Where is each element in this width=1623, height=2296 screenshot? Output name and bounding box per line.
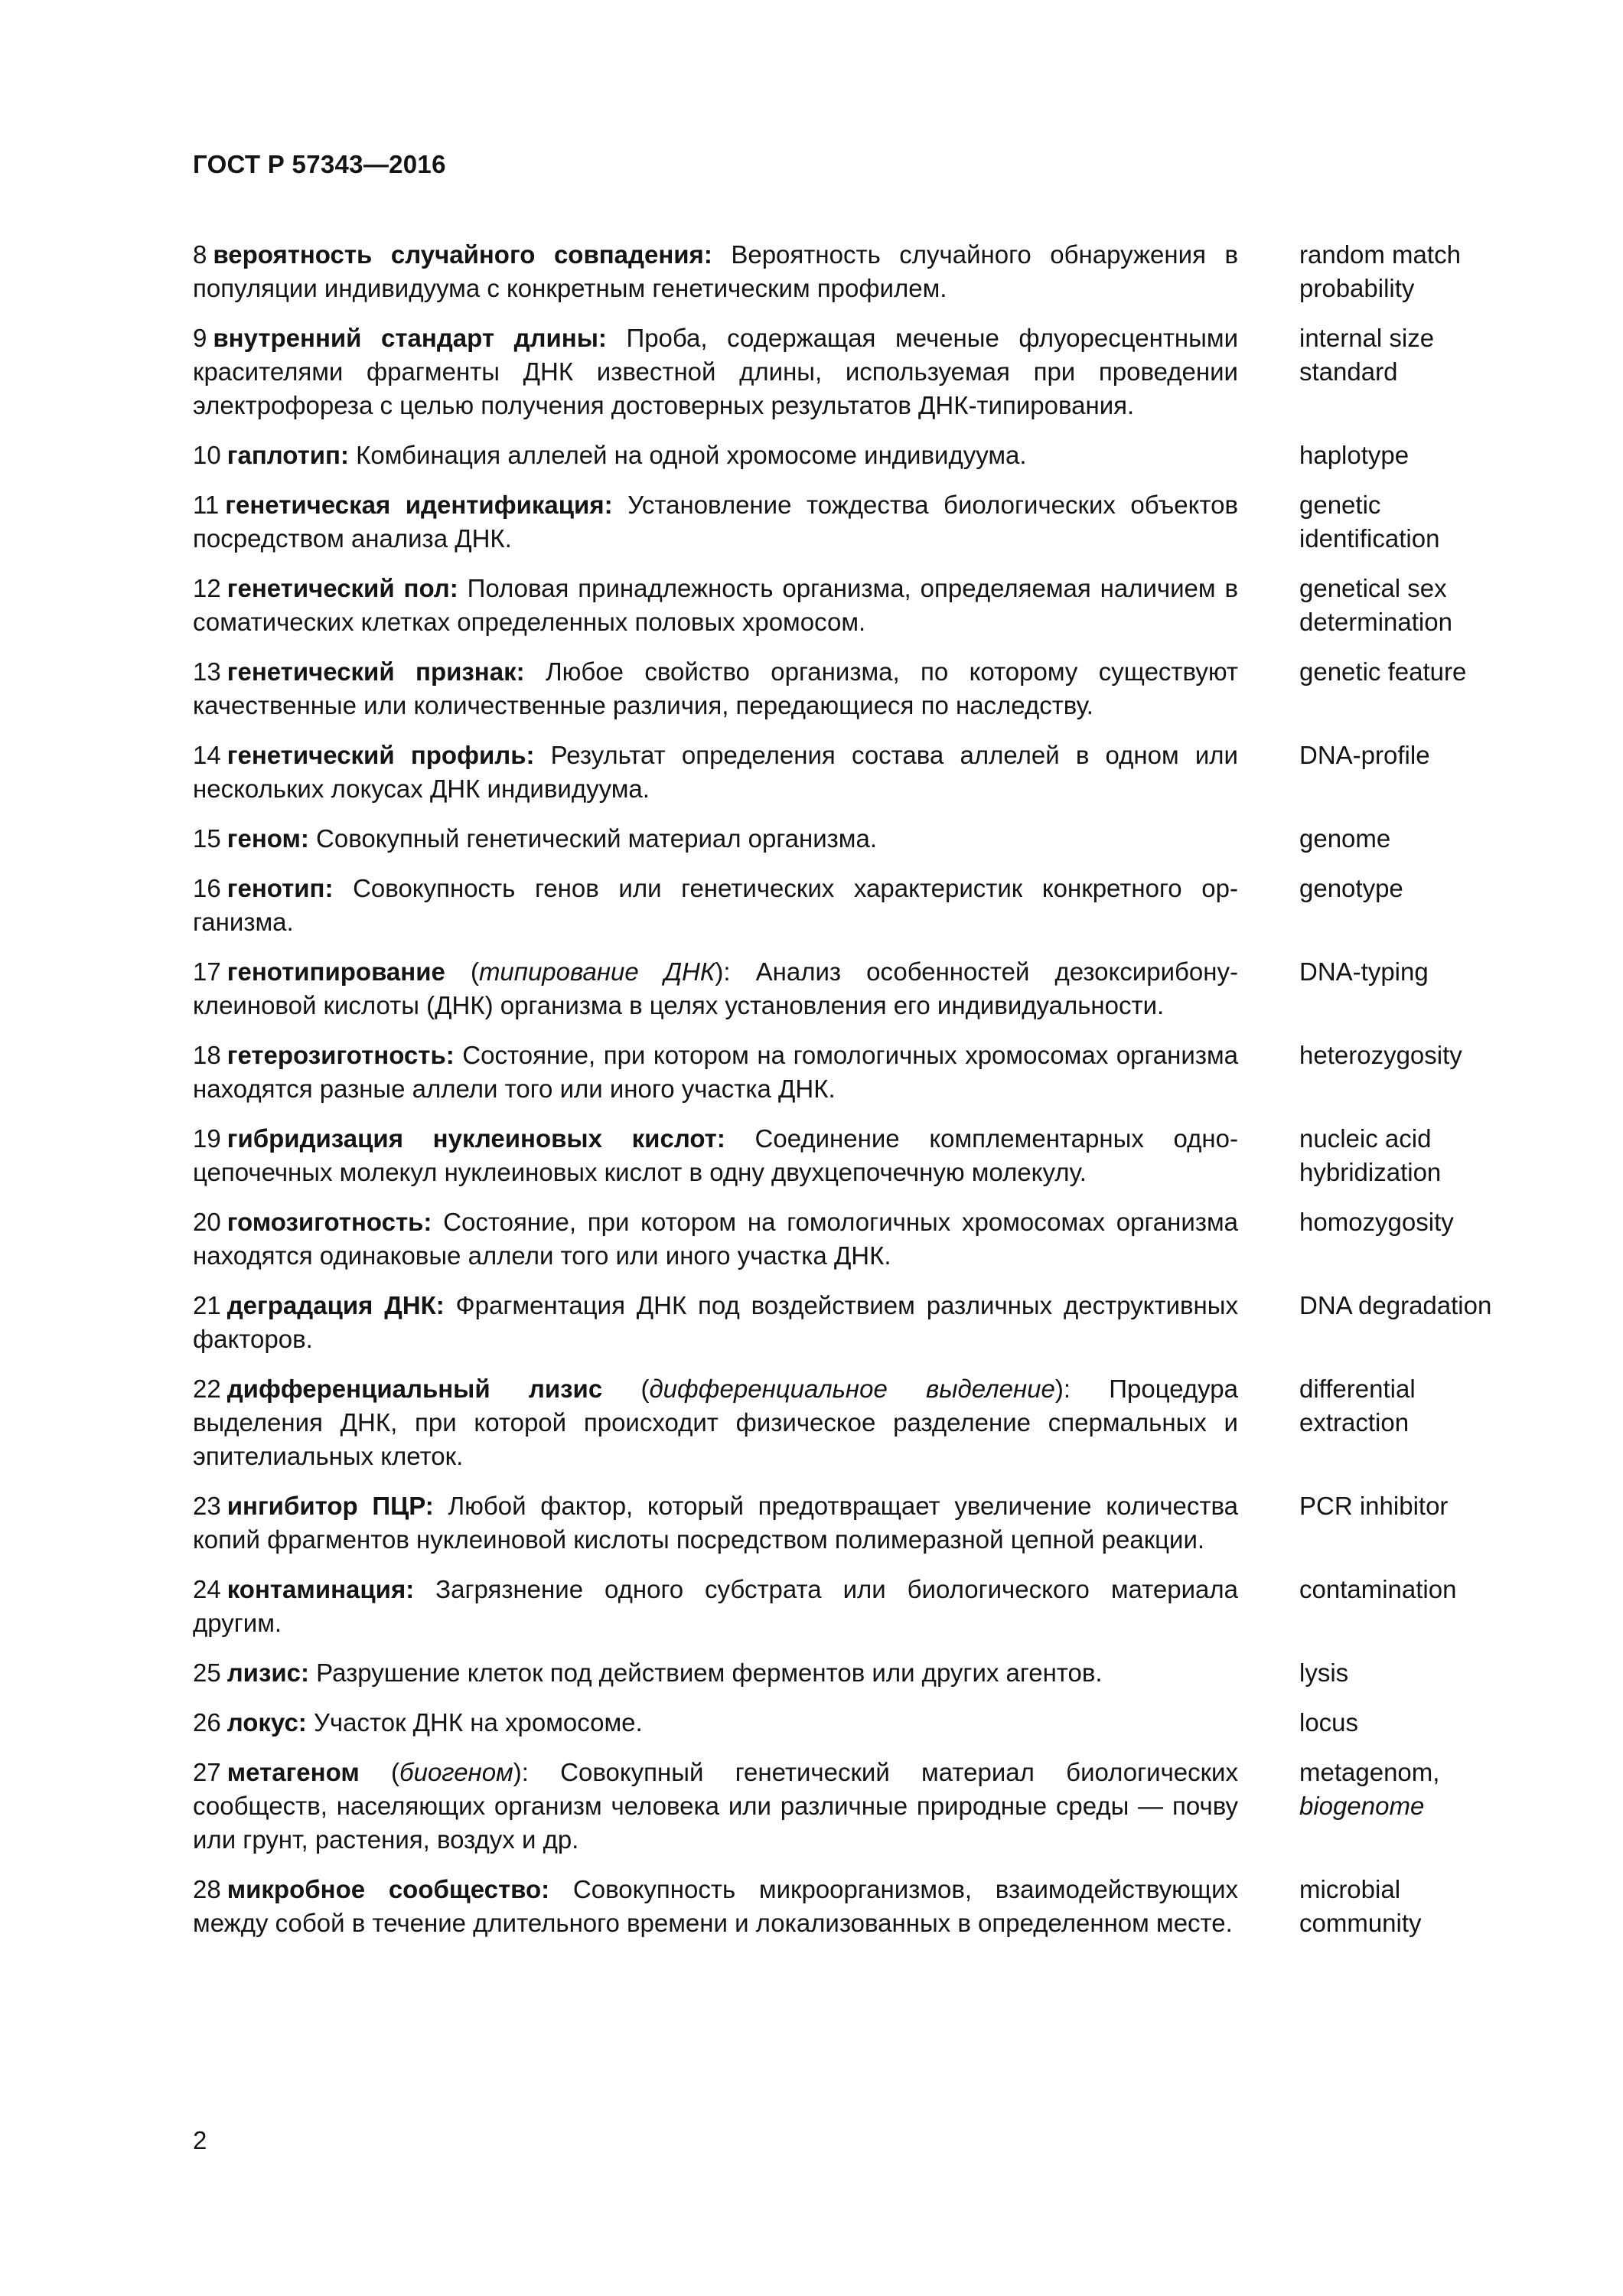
term-english-text: random match probability xyxy=(1299,240,1461,302)
term-entry xyxy=(193,439,1532,472)
term-number: 28 xyxy=(193,1875,221,1903)
term-english-text: metagenom, xyxy=(1299,1758,1440,1786)
term-definition: Разрушение клеток под действием ферментов или других агентов. xyxy=(309,1658,1103,1687)
term-entry xyxy=(193,1873,1532,1940)
term-english-text: locus xyxy=(1299,1708,1359,1737)
term-english-equivalent xyxy=(1299,1372,1529,1440)
term-entry xyxy=(193,238,1532,305)
term-definition-text xyxy=(193,439,1238,472)
term-english-text: heterozygosity xyxy=(1299,1041,1462,1069)
term-english-equivalent xyxy=(1299,1706,1529,1740)
term-definition-text: 22 дифференциальный лизис (дифференциальное выделение): Процедура выделения ДНК, при которой происходит физическое разделение спермальных и эпителиальных клеток. xyxy=(193,1375,1238,1470)
term-english-text: DNA-profile xyxy=(1299,741,1430,769)
term-english-text: lysis xyxy=(1299,1658,1349,1687)
term-definition: : Процедура выделения ДНК, при которой происходит физическое разделение спермальных и эпителиальных клеток. xyxy=(193,1375,1238,1470)
term-english-text: PCR inhibitor xyxy=(1299,1492,1449,1520)
term-entry xyxy=(193,1372,1532,1473)
term-definition-text xyxy=(193,1656,1238,1690)
term-number: 21 xyxy=(193,1291,221,1319)
term-word: ингибитор ПЦР: xyxy=(227,1492,434,1520)
term-english-text: genetical sex determination xyxy=(1299,574,1452,636)
term-entry xyxy=(193,872,1532,939)
term-english-equivalent xyxy=(1299,1756,1529,1823)
term-definition: : Совокупный генетический материал биологических сообществ, населяющих организм человека или различные природные среды — почву или грунт, растения, воздух и др. xyxy=(193,1758,1238,1854)
term-number: 15 xyxy=(193,824,221,853)
term-definition: Участок ДНК на хромосоме. xyxy=(306,1708,643,1737)
term-definition-text xyxy=(193,739,1238,806)
term-definition-text xyxy=(193,1573,1238,1640)
term-definition-text xyxy=(193,1289,1238,1356)
term-word: лизис: xyxy=(227,1658,310,1687)
term-definition-text: 27 метагеном (биогеном): Совокупный генетический материал биологических сообществ, населяющих организм человека или различные природные среды — почву или грунт, растения, воздух и др. xyxy=(193,1758,1238,1854)
term-definition: Проба, содержащая меченые флуоресцентными красителями фрагменты ДНК известной длины, используемая при проведении электрофореза с целью получения достоверных результатов ДНК-типирования. xyxy=(193,324,1238,419)
term-definition-text: 17 генотипирование (типирование ДНК): Анализ особенностей дезоксирибонуклеиновой кислоты (ДНК) организма в целях установления его индивидуальности. xyxy=(193,957,1239,1019)
term-english-equivalent xyxy=(1299,439,1529,472)
term-english-equivalent xyxy=(1299,321,1529,389)
term-english-equivalent xyxy=(1299,872,1529,905)
term-number: 14 xyxy=(193,741,221,769)
term-definition: Совокупный генетический материал организма. xyxy=(308,824,878,853)
term-english-equivalent xyxy=(1299,655,1529,689)
term-definition: Соединение комплементарных одноцепочечных молекул нуклеиновых кислот в одну двухцепочечную молекулу. xyxy=(193,1124,1238,1186)
term-number: 17 xyxy=(193,957,221,986)
term-number: 24 xyxy=(193,1575,221,1603)
document-header: ГОСТ Р 57343—2016 xyxy=(193,150,446,178)
term-english-equivalent xyxy=(1299,238,1529,305)
term-number: 13 xyxy=(193,657,221,686)
term-english-equivalent xyxy=(1299,572,1529,639)
term-definition: Любое свойство организма, по которому существуют качественные или количественные различия, передающиеся по наследству. xyxy=(193,657,1238,719)
terms-list xyxy=(193,238,1532,1956)
term-english-equivalent xyxy=(1299,1489,1529,1523)
term-word: гетерозиготность: xyxy=(227,1041,455,1069)
term-number: 8 xyxy=(193,240,207,269)
term-english-text: homozygosity xyxy=(1299,1208,1454,1236)
term-synonym: биогеном xyxy=(399,1758,513,1786)
term-entry xyxy=(193,572,1532,639)
term-word: метагеном xyxy=(227,1758,360,1786)
term-english-text: DNA degradation xyxy=(1299,1291,1492,1319)
term-english-equivalent xyxy=(1299,1039,1529,1072)
term-english-text: DNA-typing xyxy=(1299,957,1429,986)
term-definition-text xyxy=(193,1489,1238,1557)
term-english-equivalent xyxy=(1299,1656,1529,1690)
term-english-text: genotype xyxy=(1299,874,1403,902)
term-number: 18 xyxy=(193,1041,221,1069)
term-synonym: дифференциальное выделение xyxy=(649,1375,1055,1403)
term-entry xyxy=(193,655,1532,722)
term-english-synonym: biogenome xyxy=(1299,1792,1425,1820)
term-entry xyxy=(193,1205,1532,1273)
term-english-equivalent xyxy=(1299,488,1529,556)
term-word: внутренний стандарт длины: xyxy=(213,324,607,352)
term-definition: Загрязнение одного субстрата или биологического материала другим. xyxy=(193,1575,1238,1637)
term-definition-text xyxy=(193,1706,1238,1740)
term-word: генотип: xyxy=(227,874,334,902)
term-definition-text xyxy=(193,655,1238,722)
term-number: 22 xyxy=(193,1375,221,1403)
term-synonym: типирование ДНК xyxy=(478,957,715,986)
term-number: 10 xyxy=(193,441,221,469)
term-entry xyxy=(193,955,1532,1022)
term-definition: : Анализ особенностей дезоксирибонуклеиновой кислоты (ДНК) организма в целях установления его индивидуальности. xyxy=(193,957,1239,1019)
term-english-equivalent xyxy=(1299,1122,1529,1189)
term-word: генетическая идентификация: xyxy=(225,491,613,519)
term-word: генетический признак: xyxy=(227,657,525,686)
term-entry xyxy=(193,1039,1532,1106)
term-english-equivalent xyxy=(1299,739,1529,772)
term-english-text: genome xyxy=(1299,824,1391,853)
term-entry xyxy=(193,1756,1532,1857)
term-word: вероятность случайного совпадения: xyxy=(213,240,712,269)
term-number: 12 xyxy=(193,574,221,602)
term-english-equivalent xyxy=(1299,1289,1529,1322)
term-number: 19 xyxy=(193,1124,221,1153)
term-entry xyxy=(193,1656,1532,1690)
term-definition: Половая принадлежность организма, определяемая наличием в соматических клетках определенных половых хромосом. xyxy=(193,574,1239,636)
term-entry xyxy=(193,1489,1532,1557)
term-entry xyxy=(193,739,1532,806)
term-definition: Результат определения состава аллелей в одном или нескольких локусах ДНК индивидуума. xyxy=(193,741,1238,803)
term-definition-text xyxy=(193,1873,1238,1940)
term-definition-text xyxy=(193,1205,1238,1273)
term-definition: Вероятность случайного обнаружения в популяции индивидуума с конкретным генетическим профилем. xyxy=(193,240,1238,302)
term-definition: Состояние, при котором на гомологичных хромосомах организма находятся одинаковые аллели того или иного участка ДНК. xyxy=(193,1208,1238,1270)
term-definition: Любой фактор, который предотвращает увеличение количества копий фрагментов нуклеиновой кислоты посредством полимеразной цепной реакции. xyxy=(193,1492,1238,1554)
term-english-equivalent xyxy=(1299,1873,1529,1940)
term-number: 11 xyxy=(193,491,220,519)
term-english-equivalent xyxy=(1299,1205,1529,1239)
term-english-equivalent xyxy=(1299,1573,1529,1606)
term-number: 9 xyxy=(193,324,207,352)
term-word: геном: xyxy=(227,824,309,853)
term-word: генотипирование xyxy=(227,957,445,986)
term-definition-text xyxy=(193,822,1238,856)
term-number: 23 xyxy=(193,1492,221,1520)
term-word: микробное сообщество: xyxy=(227,1875,550,1903)
term-entry xyxy=(193,321,1532,422)
term-english-text: nucleic acid hybridization xyxy=(1299,1124,1442,1186)
term-definition-text xyxy=(193,572,1238,639)
term-entry xyxy=(193,822,1532,856)
term-definition: Комбинация аллелей на одной хромосоме индивидуума. xyxy=(348,441,1027,469)
term-definition: Совокупность генов или генетических характеристик конкретного организма. xyxy=(193,874,1238,936)
term-number: 27 xyxy=(193,1758,221,1786)
page-number: 2 xyxy=(193,2126,207,2154)
term-word: контаминация: xyxy=(227,1575,415,1603)
term-word: дифференциальный лизис xyxy=(227,1375,603,1403)
term-word: генетический пол: xyxy=(227,574,458,602)
term-entry xyxy=(193,1122,1532,1189)
term-number: 20 xyxy=(193,1208,221,1236)
term-definition: Фрагментация ДНК под воздействием различных деструктивных факторов. xyxy=(193,1291,1238,1353)
term-word: деградация ДНК: xyxy=(227,1291,445,1319)
term-entry xyxy=(193,488,1532,556)
term-word: генетический профиль: xyxy=(227,741,535,769)
term-english-text: genetic feature xyxy=(1299,657,1467,686)
term-english-text: differential extraction xyxy=(1299,1375,1416,1437)
term-definition: Состояние, при котором на гомологичных хромосомах организма находятся разные аллели того или иного участка ДНК. xyxy=(193,1041,1238,1103)
term-entry xyxy=(193,1573,1532,1640)
term-number: 25 xyxy=(193,1658,221,1687)
term-english-text: genetic identification xyxy=(1299,491,1440,553)
term-number: 16 xyxy=(193,874,221,902)
term-word: локус: xyxy=(227,1708,307,1737)
term-english-equivalent xyxy=(1299,955,1529,989)
term-english-text: internal size standard xyxy=(1299,324,1435,386)
term-definition-text xyxy=(193,1039,1238,1106)
term-english-text: contamination xyxy=(1299,1575,1457,1603)
term-definition-text xyxy=(193,321,1238,422)
term-definition-text xyxy=(193,488,1238,556)
term-entry xyxy=(193,1289,1532,1356)
term-english-text: haplotype xyxy=(1299,441,1410,469)
term-definition: Совокупность микроорганизмов, взаимодействующих между собой в течение длительного времени и локализованных в определенном месте. xyxy=(193,1875,1238,1937)
term-entry xyxy=(193,1706,1532,1740)
term-number: 26 xyxy=(193,1708,221,1737)
term-definition-text xyxy=(193,872,1238,939)
term-word: гомозиготность: xyxy=(227,1208,432,1236)
term-definition-text xyxy=(193,1122,1238,1189)
term-word: гибридизация нуклеиновых кислот: xyxy=(227,1124,725,1153)
term-definition-text xyxy=(193,238,1238,305)
term-definition: Установление тождества биологических объектов посредством анализа ДНК. xyxy=(193,491,1239,553)
term-english-equivalent xyxy=(1299,822,1529,856)
term-english-text: microbial community xyxy=(1299,1875,1422,1937)
term-word: гаплотип: xyxy=(227,441,349,469)
